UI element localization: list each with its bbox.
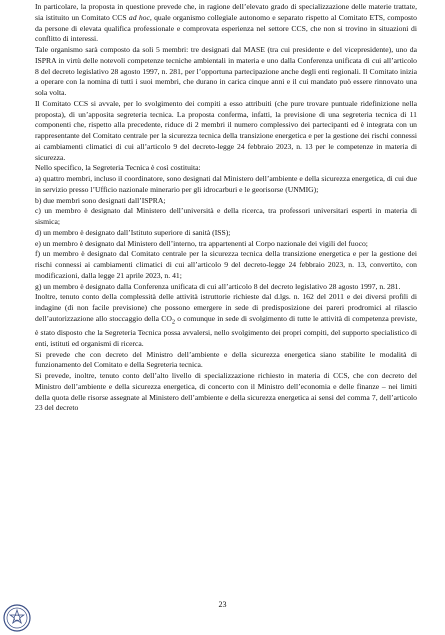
paragraph-decree: Si prevede, inoltre, tenuto conto dell’alto livello di specializzazione richiesto in materia di CCS, che con decreto del Ministro dell’ambiente e della sicurezza energetica, di concerto con il Ministro dell’economia e delle finanze – nei limiti della quota delle risorse assegnate al Ministero dell’ambiente e della sicurezza energetica ai sensi del comma 7, dell’articolo 23 del decreto: [35, 371, 417, 413]
paragraph-ccs-committee: In particolare, la proposta in questione prevede che, in ragione dell’elevato grado di specializzazione delle materie trattate, sia istituito un Comitato CCS ad hoc, quale organismo collegiale autonomo e separato rispetto al Comitato ETS, composto da persone di elevata qualifica professionale e comprovata esperienza nel settore CCS, che non si trovino in situazioni di conflitto di interessi.: [35, 2, 417, 44]
list-item-a: a) quattro membri, incluso il coordinatore, sono designati dal Ministero dell’ambiente e della sicurezza energetica, di cui due in servizio presso l’Ufficio nazionale minerario per gli idrocarburi e le georisorse (UNMIG);: [35, 174, 417, 194]
subscript-2: 2: [171, 318, 176, 326]
page-number: 23: [218, 600, 227, 609]
list-item-b: b) due membri sono designati dall’ISPRA;: [35, 195, 166, 205]
list-item-f: f) un membro è designato dal Comitato centrale per la sicurezza tecnica della transizione energetica e per la gestione dei rischi connessi ai cambiamenti climatici di cui all’articolo 9 del decreto-legge 24 febbraio 2023, n. 13, convertito, con modificazioni, dalla legge 21 aprile 2023, n. 41;: [35, 249, 417, 280]
list-item-d: d) un membro è designato dall’Istituto superiore di sanità (ISS);: [35, 227, 231, 237]
list-item-e: e) un membro è designato dal Ministero dell’interno, tra appartenenti al Corpo nazionale dei vigili del fuoco;: [35, 238, 368, 248]
paragraph-operating-rules: Si prevede che con decreto del Ministro dell’ambiente e della sicurezza energetica siano stabilite le modalità di funzionamento del Comitato e della Segreteria tecnica.: [35, 349, 417, 370]
paragraph-technical-secretariat: Il Comitato CCS si avvale, per lo svolgimento dei compiti a esso attribuiti (che pure trovare puntuale ridefinizione nella proposta), di un’apposita segreteria tecnica. La proposta conferma, infatti, la previsione di una segreteria tecnica di 11 componenti che, rispetto alla precedente, riduce di 2 membri il numero complessivo dei partecipanti ed è integrata con un rappresentante del Comitato centrale per la sicurezza tecnica della transizione energetica e per la gestione dei rischi connessi ai cambiamenti climatici di cui all’articolo 9 del decreto-legge 24 febbraio 2023, n. 13 per le competenze in materia di sicurezza.: [35, 98, 417, 162]
list-item-c: c) un membro è designato dal Ministero dell’università e della ricerca, tra professori universitari esperti in materia di sismica;: [35, 206, 417, 226]
paragraph-specialist-support: Inoltre, tenuto conto della complessità delle attività istruttorie richieste dal d.lgs. n. 162 del 2011 e dei diversi profili di indagine (di non facile previsione) che possono emergere in sede di predisposizione dei pareri prodromici al rilascio dell’autorizzazione allo stoccaggio della $CO_2$ o comunque in sede di svolgimento di tutte le attività di competenza previste, è stato disposto che la Segreteria Tecnica possa avvalersi, nello svolgimento dei propri compiti, del supporto specialistico di enti, istituti ed organismi di ricerca.: [35, 292, 418, 348]
document-body: [35, 2, 417, 414]
paragraph-list-intro: Nello specifico, la Segreteria Tecnica è così costituita:: [35, 163, 201, 173]
italic-ad-hoc: ad hoc: [128, 12, 150, 22]
list-item-g: g) un membro è designato dalla Conferenza unificata di cui all’articolo 8 del decreto legislativo 28 agosto 1997, n. 281.: [35, 281, 401, 291]
paragraph-composition: Tale organismo sarà composto da soli 5 membri: tre designati dal MASE (tra cui presidente e del vicepresidente), uno da ISPRA in virtù delle notevoli competenze tecniche ambientali in materia e uno dalla Conferenza unificata di cui all’articolo 8 del decreto legislativo 28 agosto 1997, n. 281, per l’opportuna partecipazione anche degli enti regionali. Il Comitato inizia a operare con la nomina di tutti i suoi membri, che durano in carica cinque anni e il cui mandato può essere rinnovato una sola volta.: [35, 45, 417, 97]
republic-emblem-seal-icon: [3, 604, 31, 632]
